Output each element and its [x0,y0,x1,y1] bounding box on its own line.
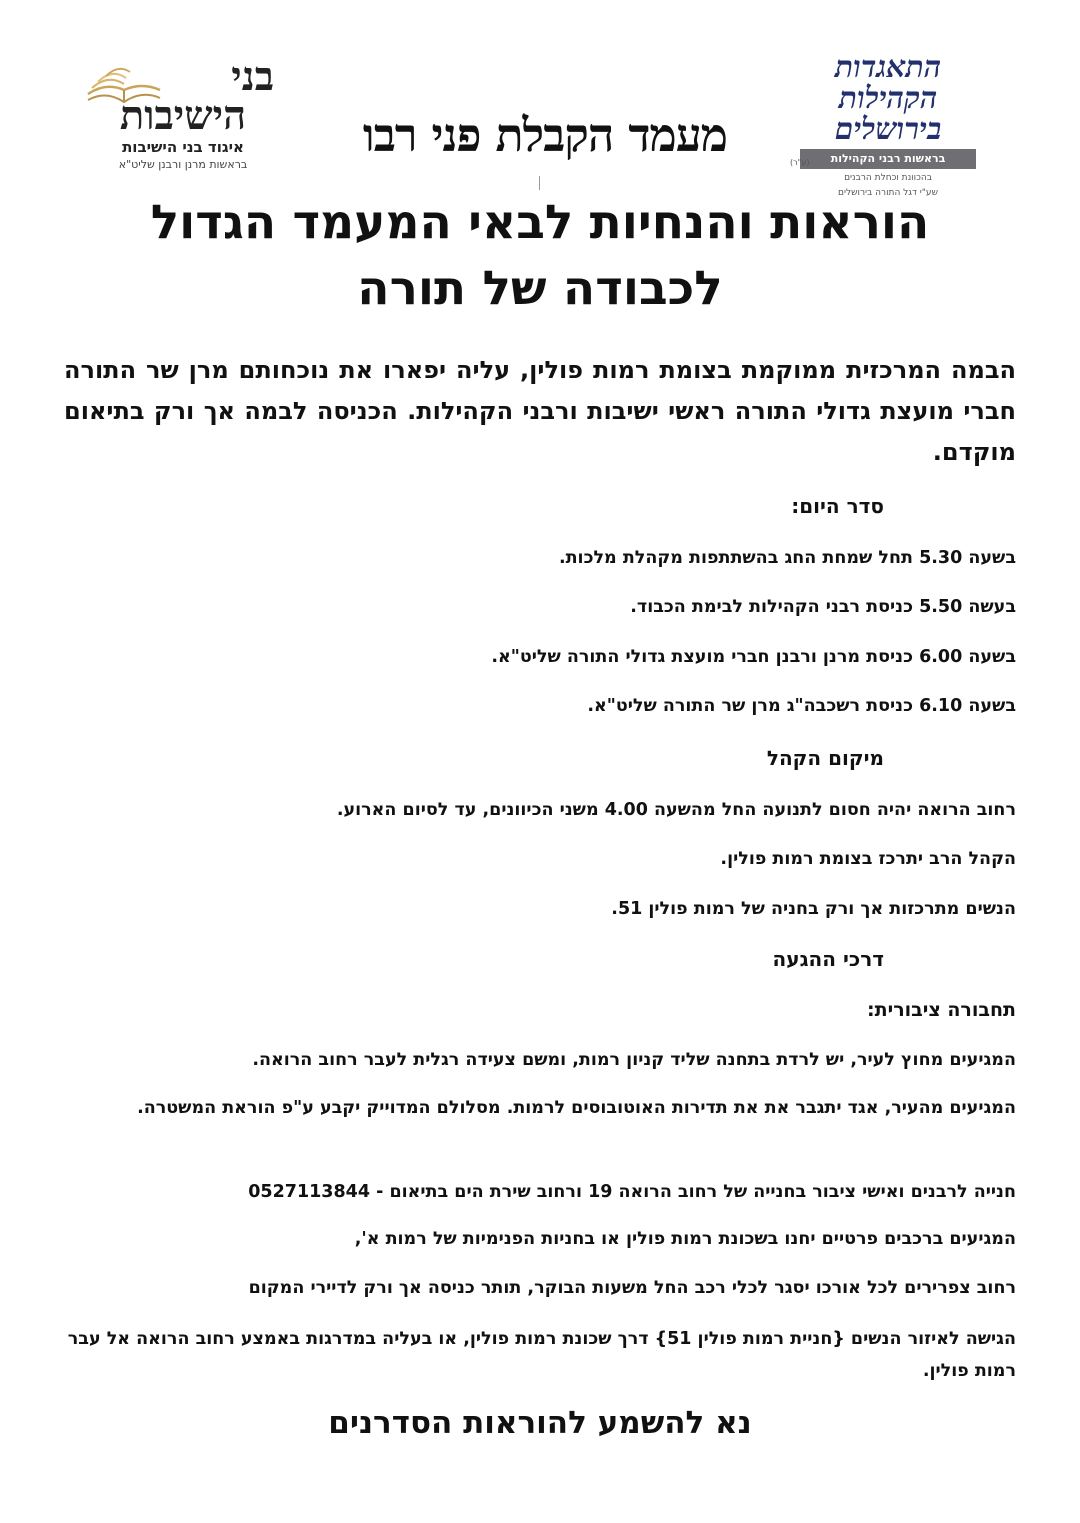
access-item: רחוב צפרירים לכל אורכו יסגר לכלי רכב החל משעות הבוקר, תותר כניסה אך ורק לדיירי המקום [248,1278,1016,1298]
kehilot-logo-sub-2: שע"י דגל התורה בירושלים [838,188,938,198]
kehilot-logo-title-2: הקהילות [838,81,938,116]
kehilot-logo-registered: (ע"ר) [790,158,810,167]
schedule-heading: סדר היום: [791,494,884,518]
bnei-hayeshivot-logo [78,53,288,171]
access-item: המגיעים מהעיר, אגד יתגבר את את תדירות האוטובוסים לרמות. מסלולם המדוייק יקבע ע"פ הוראת המשטרה. [137,1098,1016,1118]
headline-line-2: לכבודה של תורה [357,261,723,316]
audience-item: הקהל הרב יתרכז בצומת רמות פולין. [720,849,1016,869]
bnei-hayeshivot-logo-title-1: בני [231,53,274,100]
schedule-item: בשעה 5.30 תחל שמחת החג בהשתתפות מקהלת מלכות. [558,548,1016,568]
open-book-icon [84,60,164,106]
access-heading: דרכי ההגעה [772,947,884,971]
page-headline [40,190,1040,322]
access-item: הגישה לאיזור הנשים {חניית רמות פולין 51} דרך שכונת רמות פולין, או בעליה במדרגות באמצע רחוב הרואה אל עבר רמות פולין. [67,1329,1016,1381]
access-item: חנייה לרבנים ואישי ציבור בחנייה של רחוב הרואה 19 ורחוב שירת הים בתיאום - 0527113844 [248,1182,1016,1202]
public-transport-subheading: תחבורה ציבורית: [867,999,1016,1021]
event-title: מעמד הקבלת פני רבו [362,108,728,162]
audience-item: רחוב הרואה יהיה חסום לתנועה החל מהשעה 4.00 משני הכיוונים, עד לסיום הארוע. [336,800,1016,820]
kehilot-logo-bar: בראשות רבני הקהילות [800,149,976,169]
kehilot-logo-title-3: בירושלים [834,112,942,147]
schedule-item: בשעה 6.10 כניסת רשכבה"ג מרן שר התורה שליט"א. [587,696,1016,716]
bnei-hayeshivot-logo-title-2: הישיבות [119,92,247,139]
kehilot-logo-title-1: התאגדות [834,50,942,85]
bnei-hayeshivot-logo-sub-2: בראשות מרנן ורבנן שליט"א [118,158,248,171]
access-item: המגיעים ברכבים פרטיים יחנו בשכונת רמות פולין או בחניות הפנימיות של רמות א', [354,1229,1016,1249]
kehilot-logo [788,52,988,199]
schedule-item: בשעה 6.00 כניסת מרנן ורבנן חברי מועצת גדולי התורה שליט"א. [491,647,1016,667]
schedule-item: בעשה 5.50 כניסת רבני הקהילות לבימת הכבוד. [630,597,1016,617]
closing-note: נא להשמע להוראות הסדרנים [328,1405,752,1441]
audience-item: הנשים מתרכזות אך ורק בחניה של רמות פולין 51. [611,899,1016,919]
title-divider [539,176,540,190]
headline-line-1: הוראות והנחיות לבאי המעמד הגדול [150,195,930,250]
bnei-hayeshivot-logo-sub-1: איגוד בני הישיבות [122,138,244,156]
access-item: המגיעים מחוץ לעיר, יש לרדת בתחנה שליד קניון רמות, ומשם צעידה רגלית לעבר רחוב הרואה. [252,1050,1016,1070]
audience-heading: מיקום הקהל [766,746,884,770]
kehilot-logo-sub-1: בהכוונת וכחלת הרבנים [844,173,932,183]
intro-paragraph: הבמה המרכזית ממוקמת בצומת רמות פולין, עליה יפארו את נוכחותם מרן שר התורה חברי מועצת גדולי התורה ראשי ישיבות ורבני הקהילות. הכניסה לבמה אך ורק בתיאום מוקדם. [64,356,1016,466]
